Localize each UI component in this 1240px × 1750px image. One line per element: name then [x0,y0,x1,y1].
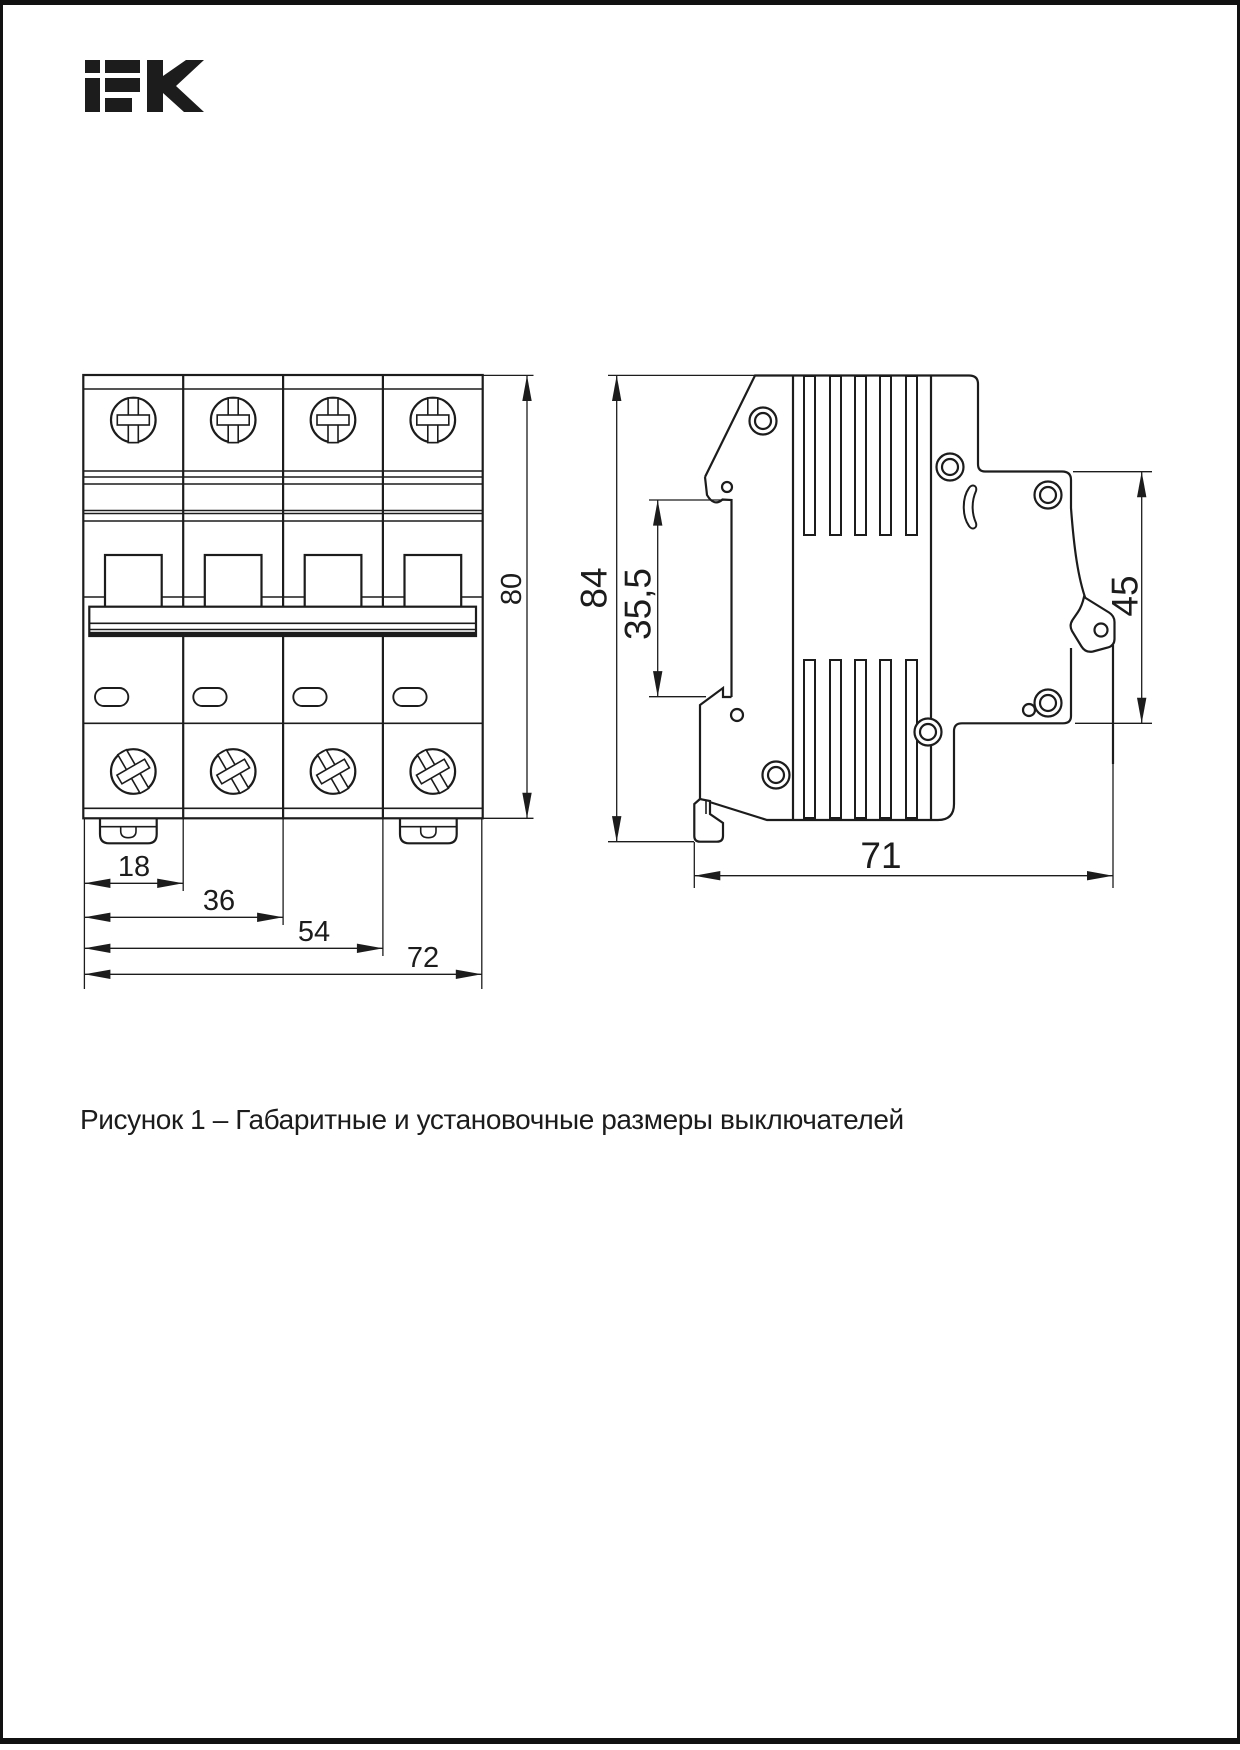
rivet-icon [1035,482,1062,509]
dim-label-36: 36 [202,885,236,917]
dimension-depth-71 [694,764,1113,888]
dim-label-80: 80 [496,572,528,606]
comma-slot [964,486,977,529]
dim-label-35-5: 35,5 [617,567,659,641]
rivet-icon [750,408,777,435]
screw-icon [111,398,156,443]
toggle [305,555,362,607]
iek-logo [85,60,204,112]
toggle [405,555,462,607]
rivet-icon [937,454,964,481]
small-hole [1023,704,1035,716]
screw-icon [311,398,356,443]
logo-i-stem [85,78,100,112]
dimension-height-84 [574,375,755,841]
dim-label-54: 54 [297,916,331,948]
logo-e-bar [105,78,140,92]
toggle-crossbar [89,607,476,636]
rivet-icon [1035,690,1062,717]
dimension-rail-35-5 [618,500,732,697]
toggle [105,555,162,607]
din-clip [100,818,157,843]
logo-k [147,60,204,112]
screw-icon [411,398,456,443]
logo-i-dot [85,60,100,73]
vent-slots-lower [804,660,917,818]
front-view [83,375,533,989]
screw-icon [211,398,256,443]
dim-label-18: 18 [117,851,151,883]
din-clip [400,818,457,843]
figure-caption: Рисунок 1 – Габаритные и установочные размеры выключателей [80,1104,904,1135]
din-channel-face [705,477,732,697]
rivet-icon [763,762,790,789]
dim-label-71: 71 [860,835,902,876]
toggle [205,555,262,607]
small-hole [731,709,743,721]
side-view [574,375,1153,888]
logo-e-bar [105,60,140,73]
dim-label-45: 45 [1104,575,1146,617]
dimension-height-80 [483,375,534,818]
vent-slots-upper [804,376,917,535]
rivet-icon [915,719,942,746]
dim-label-84: 84 [573,567,615,609]
hook-hole [722,482,732,492]
dim-label-72: 72 [406,942,440,974]
logo-e-bar [105,98,132,112]
